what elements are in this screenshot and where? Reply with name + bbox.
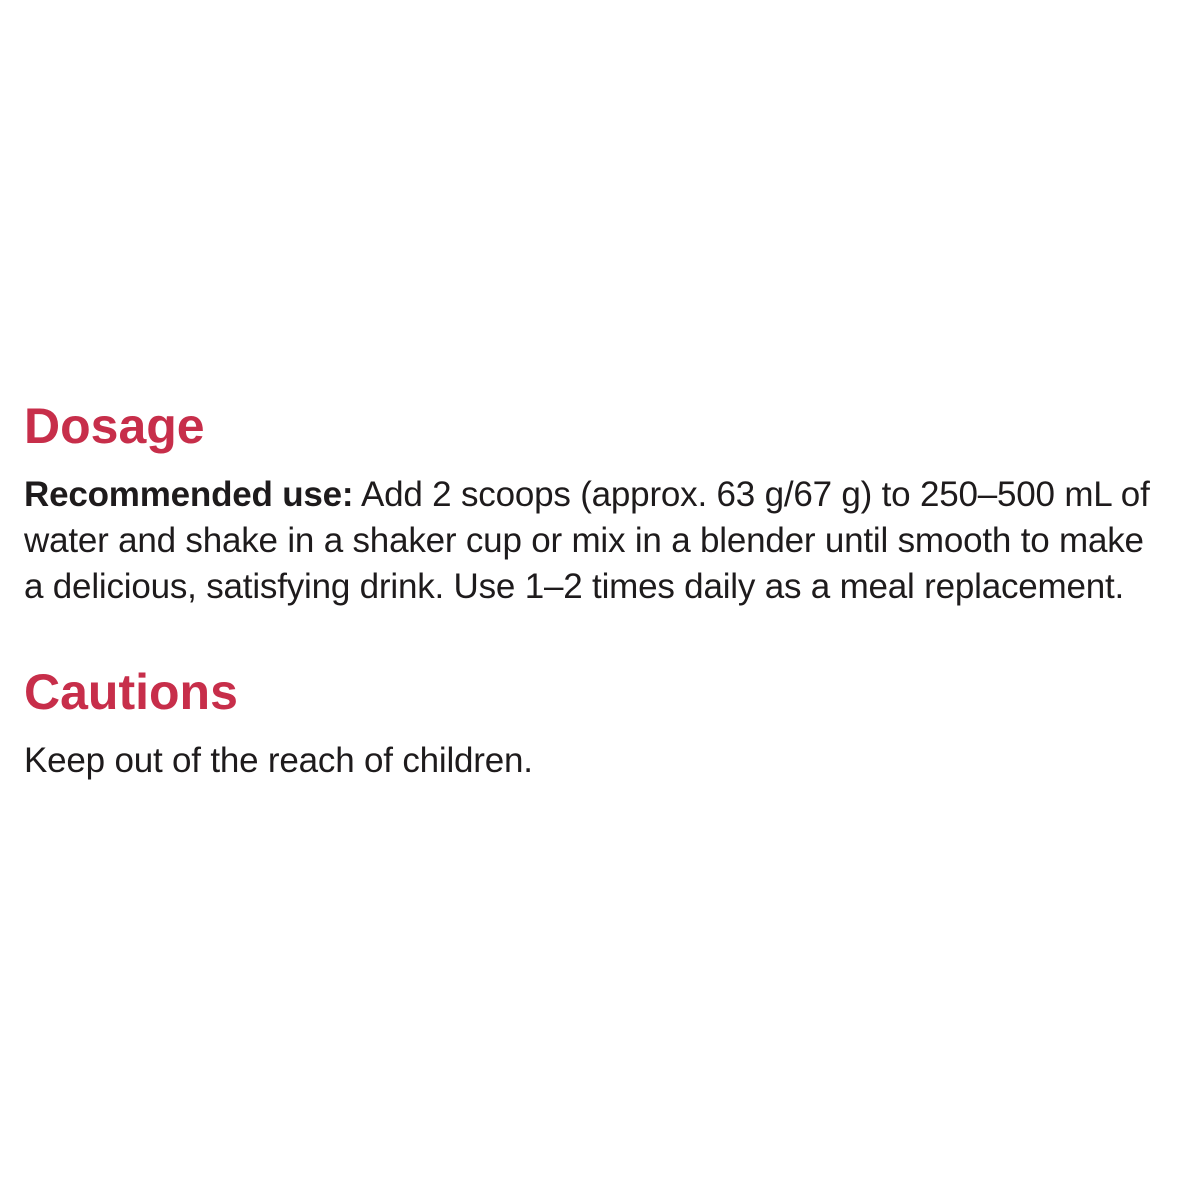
dosage-line-1 — [24, 472, 1184, 518]
dosage-line-1-text: Add 2 scoops (approx. 63 g/67 g) to 250–500 mL of — [353, 475, 1150, 514]
cautions-paragraph — [24, 738, 1184, 784]
cautions-heading: Cautions — [24, 664, 238, 720]
dosage-heading: Dosage — [24, 398, 205, 454]
recommended-use-label: Recommended use: — [24, 475, 354, 514]
cautions-line-1: Keep out of the reach of children. — [24, 741, 533, 780]
dosage-line-3: a delicious, satisfying drink. Use 1–2 times daily as a meal replacement. — [24, 567, 1125, 606]
label-panel — [24, 0, 1184, 784]
dosage-line-2: water and shake in a shaker cup or mix in a blender until smooth to make — [24, 521, 1144, 560]
dosage-paragraph — [24, 472, 1184, 610]
